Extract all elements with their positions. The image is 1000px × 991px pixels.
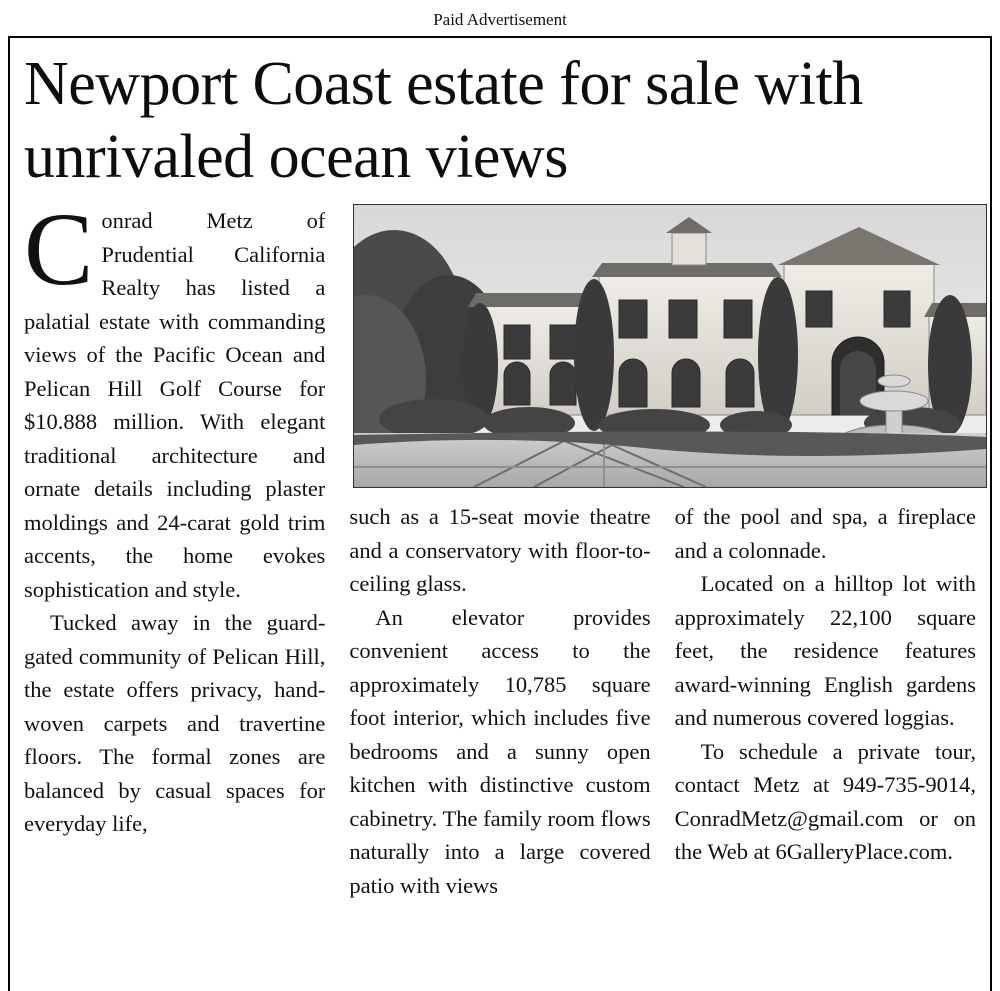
paragraph: An elevator provides convenient access to the approximately 10,785 square foot interior, which includes five bedrooms and a sunny open kitchen with distinctive custom cabinetry. The family room flows naturally into a large covered patio with views [349, 604, 651, 898]
paragraph: of the pool and spa, a fireplace and a colonnade. [674, 504, 976, 563]
column-one [24, 204, 325, 974]
estate-photograph [353, 204, 987, 488]
paragraph: Located on a hilltop lot with approximately 22,100 square feet, the residence features award-winning English gardens and numerous covered loggias. [674, 571, 976, 731]
paragraph: Tucked away in the guard-gated community of Pelican Hill, the estate offers privacy, hand-woven carpets and travertine floors. The formal zones are balanced by casual spaces for everyday life, [24, 610, 326, 837]
paragraph: such as a 15-seat movie theatre and a conservatory with floor-to-ceiling glass. [349, 504, 651, 597]
advertisement-frame [8, 36, 992, 991]
page-title: Newport Coast estate for sale with unrivaled ocean views [24, 50, 863, 192]
paragraph: To schedule a private tour, contact Metz at 949-735-9014, ConradMetz@gmail.com or on the Web at 6GalleryPlace.com. [674, 738, 976, 865]
paid-advertisement-label: Paid Advertisement [433, 10, 567, 29]
estate-photograph-graphic [354, 205, 986, 487]
paragraph: Conrad Metz of Prudential California Realty has listed a palatial estate with commanding views of the Pacific Ocean and Pelican Hill Golf Course for $10.888 million. With elegant traditional architecture and ornate details including plaster moldings and 24-carat gold trim accents, the home evokes sophistication and style. [24, 204, 326, 602]
article-body [24, 204, 976, 974]
